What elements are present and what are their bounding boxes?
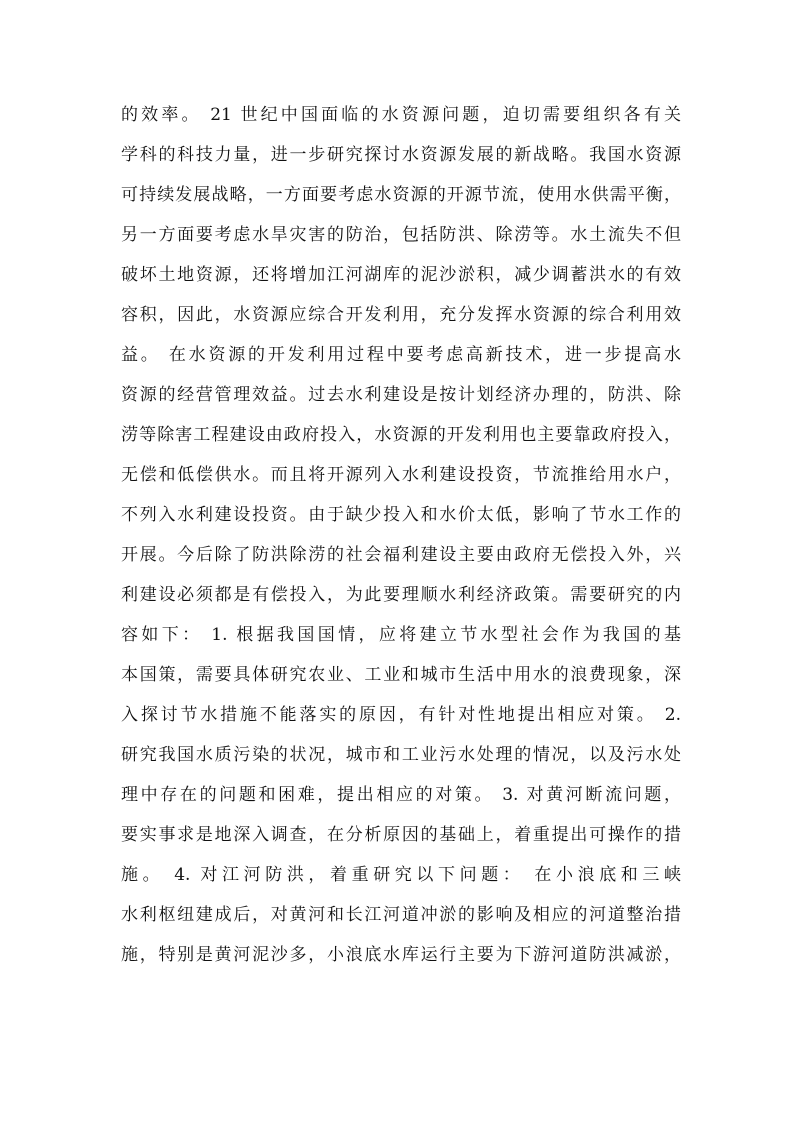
text-line: 施，特别是黄河泥沙多，小浪底水库运行主要为下游河道防洪减淤， (121, 945, 681, 965)
text-line: 无偿和低偿供水。而且将开源列入水利建设投资，节流推给用水户， (121, 465, 681, 485)
text-line: 的效率。 21 世纪中国面临的水资源问题，迫切需要组织各有关 (121, 105, 681, 125)
text-line: 容如下： 1. 根据我国国情，应将建立节水型社会作为我国的基 (121, 625, 681, 645)
text-line: 开展。今后除了防洪除涝的社会福利建设主要由政府无偿投入外，兴 (121, 545, 681, 565)
text-line: 利建设必须都是有偿投入，为此要理顺水利经济政策。需要研究的内 (121, 585, 681, 605)
text-line: 要实事求是地深入调查，在分析原因的基础上，着重提出可操作的措 (121, 825, 681, 845)
text-line: 益。 在水资源的开发利用过程中要考虑高新技术，进一步提高水 (121, 345, 681, 365)
text-line: 可持续发展战略，一方面要考虑水资源的开源节流，使用水供需平衡， (121, 185, 681, 205)
text-line: 本国策，需要具体研究农业、工业和城市生活中用水的浪费现象，深 (121, 665, 681, 685)
text-line: 不列入水利建设投资。由于缺少投入和水价太低，影响了节水工作的 (121, 505, 681, 525)
text-line: 另一方面要考虑水旱灾害的防治，包括防洪、除涝等。水土流失不但 (121, 225, 681, 245)
text-line: 破坏土地资源，还将增加江河湖库的泥沙淤积，减少调蓄洪水的有效 (121, 265, 681, 285)
text-line: 资源的经营管理效益。过去水利建设是按计划经济办理的，防洪、除 (121, 385, 681, 405)
text-line: 涝等除害工程建设由政府投入，水资源的开发利用也主要靠政府投入， (121, 425, 681, 445)
text-line: 入探讨节水措施不能落实的原因，有针对性地提出相应对策。 2. (121, 705, 681, 725)
text-line: 研究我国水质污染的状况，城市和工业污水处理的情况，以及污水处 (121, 745, 681, 765)
text-line: 容积，因此，水资源应综合开发利用，充分发挥水资源的综合利用效 (121, 305, 681, 325)
text-line: 施。 4. 对江河防洪，着重研究以下问题： 在小浪底和三峡 (121, 865, 681, 885)
text-line: 学科的科技力量，进一步研究探讨水资源发展的新战略。我国水资源 (121, 145, 681, 165)
text-line: 理中存在的问题和困难，提出相应的对策。 3. 对黄河断流问题， (121, 785, 681, 805)
text-line: 水利枢纽建成后，对黄河和长江河道冲淤的影响及相应的河道整治措 (121, 905, 681, 925)
